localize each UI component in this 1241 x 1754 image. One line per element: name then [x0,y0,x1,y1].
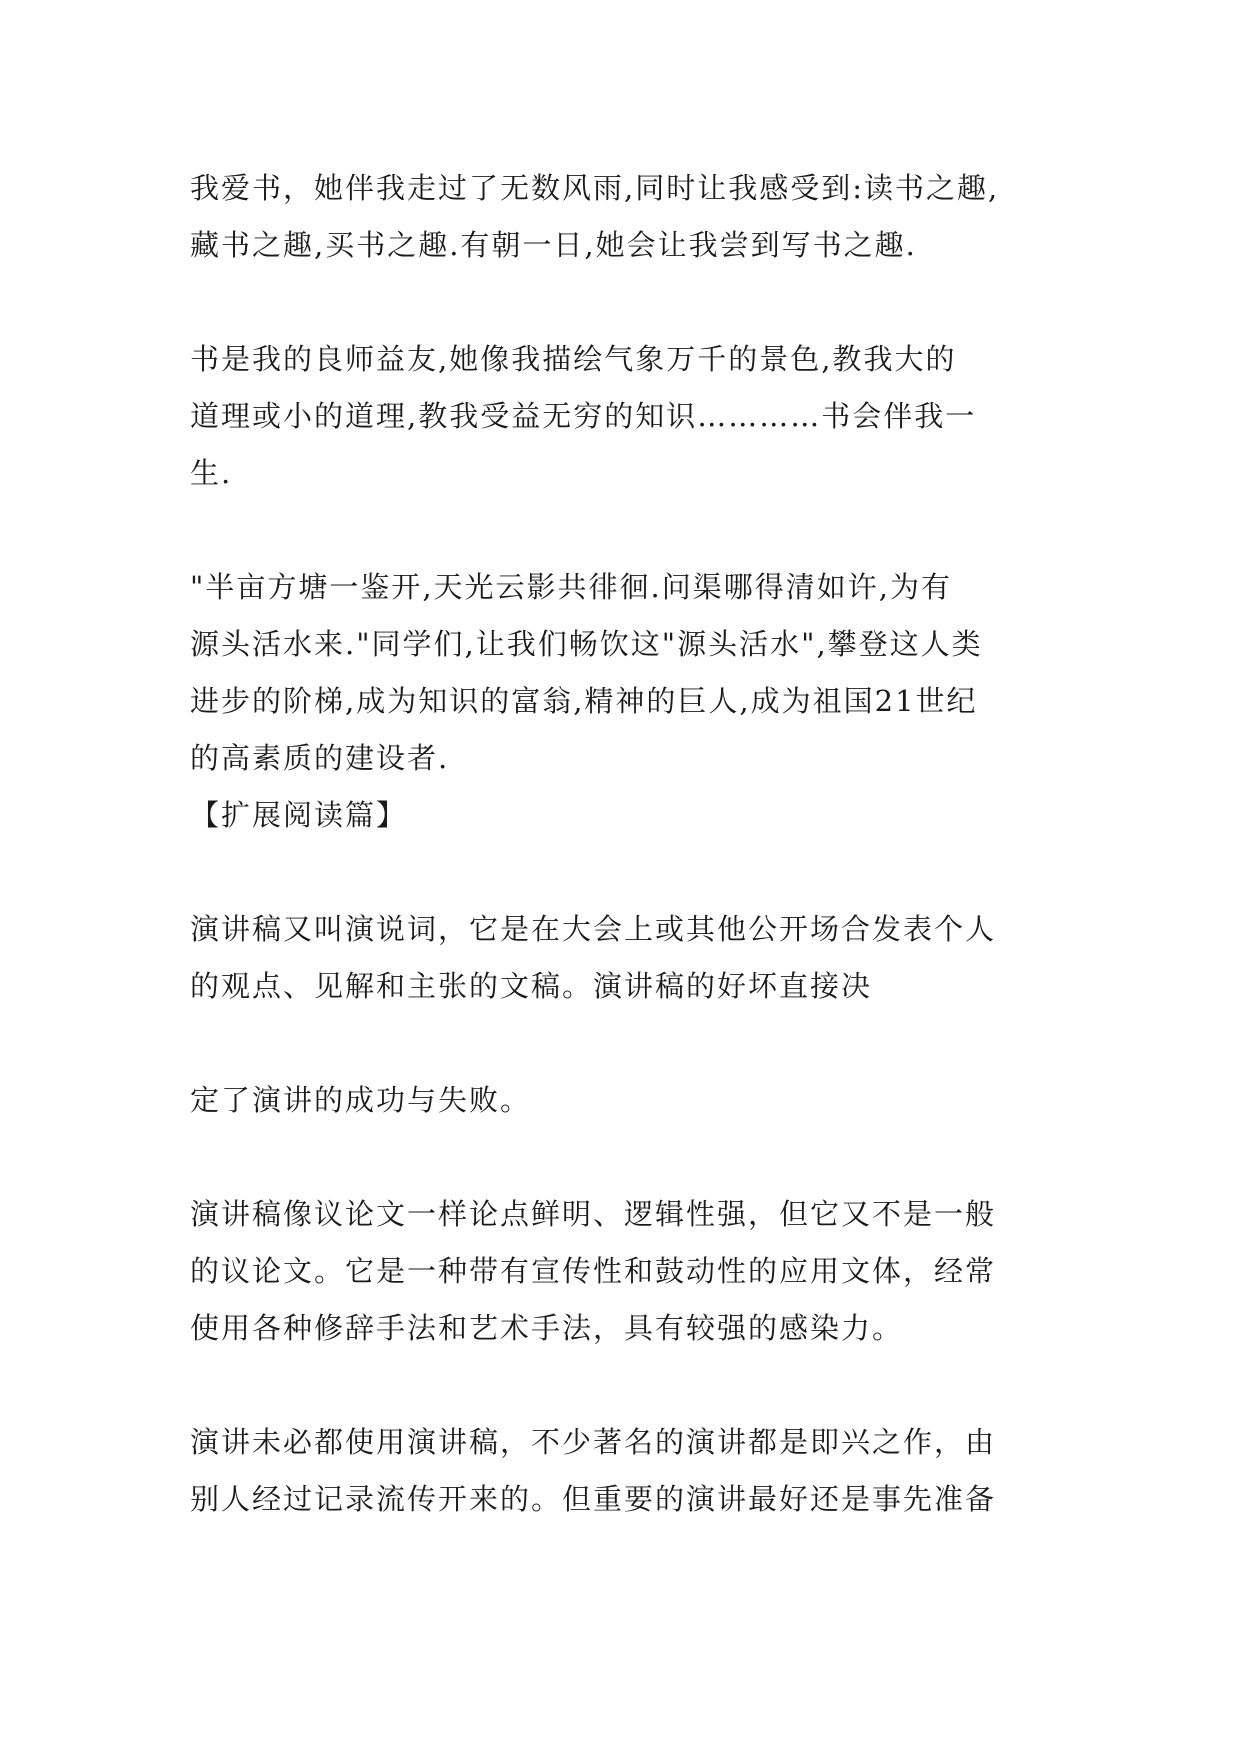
paragraph-love-books [190,160,1070,274]
text-line: 的高素质的建设者. [190,741,450,775]
text-line: 道理或小的道理,教我受益无穷的知识…………书会伴我一 [190,399,977,433]
paragraph-spacer [190,1015,1070,1072]
paragraph-spacer [190,844,1070,901]
text-line: 生. [190,456,233,490]
section-heading [190,787,1070,844]
paragraph-spacer [190,274,1070,331]
text-line: 演讲未必都使用演讲稿，不少著名的演讲都是即兴之作，由 [190,1425,997,1459]
paragraph-speech-characteristics [190,1186,1070,1357]
text-line: 我爱书，她伴我走过了无数风雨,同时让我感受到:读书之趣, [190,171,1000,205]
paragraph-spacer [190,1357,1070,1414]
text-line: 书是我的良师益友,她像我描绘气象万千的景色,教我大的 [190,342,957,376]
text-line: 藏书之趣,买书之趣.有朝一日,她会让我尝到写书之趣. [190,228,917,262]
paragraph-spacer [190,502,1070,559]
paragraph-speech-preparation [190,1414,1070,1528]
text-line: 进步的阶梯,成为知识的富翁,精神的巨人,成为祖国21世纪 [190,684,978,718]
section-heading-text: 【扩展阅读篇】 [190,798,408,832]
text-line: 的议论文。它是一种带有宣传性和鼓动性的应用文体，经常 [190,1254,997,1288]
paragraph-spacer [190,1129,1070,1186]
paragraph-good-teacher [190,331,1070,502]
text-line: 演讲稿像议论文一样论点鲜明、逻辑性强，但它又不是一般 [190,1197,997,1231]
paragraph-poem-quote [190,559,1070,787]
document-body [190,160,1070,1528]
text-line: 使用各种修辞手法和艺术手法，具有较强的感染力。 [190,1311,904,1345]
paragraph-speech-outcome [190,1072,1070,1129]
text-line: 源头活水来."同学们,让我们畅饮这"源头活水",攀登这人类 [190,627,983,661]
text-line: 别人经过记录流传开来的。但重要的演讲最好还是事先准备 [190,1482,997,1516]
text-line: 演讲稿又叫演说词，它是在大会上或其他公开场合发表个人 [190,912,997,946]
text-line: 定了演讲的成功与失败。 [190,1083,532,1117]
text-line: 的观点、见解和主张的文稿。演讲稿的好坏直接决 [190,969,873,1003]
paragraph-speech-definition [190,901,1070,1015]
text-line: "半亩方塘一鉴开,天光云影共徘徊.问渠哪得清如许,为有 [190,570,952,604]
